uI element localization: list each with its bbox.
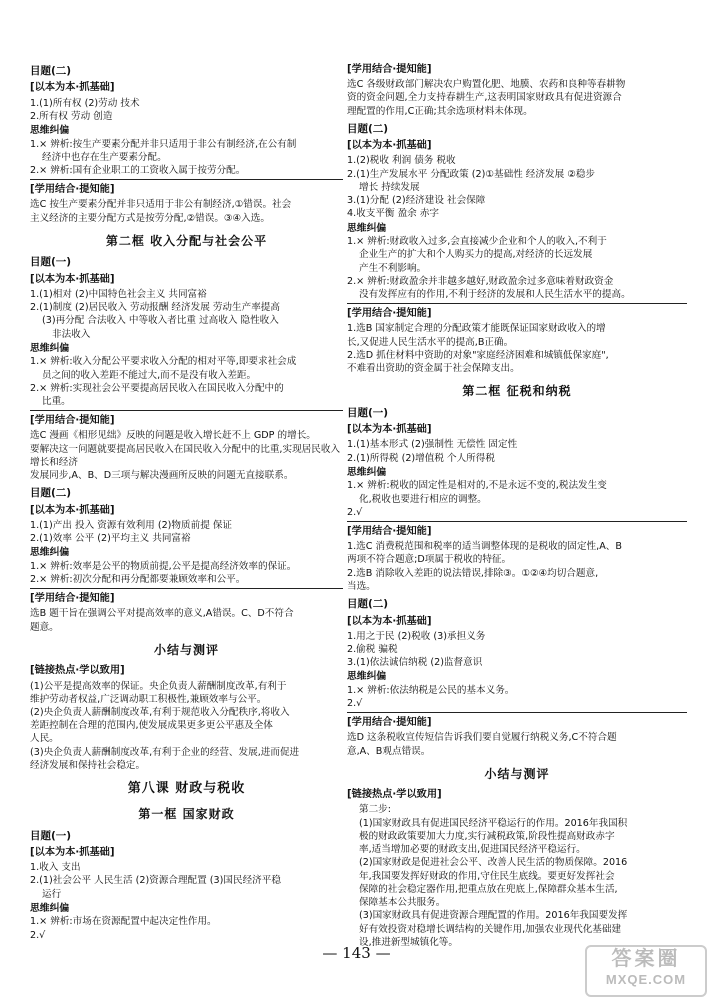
subsection-bracket-title: [学用结合·提知能] [347, 308, 432, 320]
text-line: 1.× 辨析:财政收入过多,会直接减少企业和个人的收入,不利于 [347, 236, 607, 248]
watermark-logo [585, 945, 707, 997]
subsection-bracket-title: [学用结合·提知能] [30, 593, 115, 605]
text-line: 选C 漫画《相形见绌》反映的问题是收入增长赶不上 GDP 的增长。 [30, 430, 316, 442]
text-line: 1.× 辨析:税收的固定性是相对的,不是永远不变的,税法发生变 [347, 480, 607, 492]
text-line: 1.(2)税收 利润 债务 税收 [347, 155, 456, 167]
text-line: 1.× 辨析:效率是公平的物质前提,公平是提高经济效率的保证。 [30, 560, 297, 572]
label-thinking-correction: 思维纠偏 [347, 222, 387, 234]
section-divider [347, 521, 687, 522]
subsection-bracket-title: [学用结合·提知能] [30, 415, 115, 427]
section-heading: 目题(二) [30, 65, 72, 77]
text-line: 2.(1)社会公平 人民生活 (2)资源合理配置 (3)国民经济平稳 [30, 875, 281, 887]
watermark-text-bottom: MXQE.COM [605, 972, 687, 987]
text-line: 产生不利影响。 [359, 262, 427, 274]
label-thinking-correction: 思维纠偏 [30, 125, 70, 137]
text-line: 年,我国要发挥好财政的作用,守住民生底线。要更好发挥社会 [359, 870, 615, 882]
text-line: 1.选B 国家制定合理的分配政策才能既保证国家财政收入的增 [347, 323, 606, 335]
subsection-bracket-title: [学用结合·提知能] [30, 184, 115, 196]
text-line: 运行 [42, 888, 62, 900]
text-line: 要解决这一问题就要提高居民收入在国民收入分配中的比重,实现居民收入增长和经济 [30, 443, 341, 468]
text-line: 差距控制在合理的范围内,使发展成果更多更公平惠及全体 [30, 720, 273, 732]
text-line: 2.(1)所得税 (2)增值税 个人所得税 [347, 452, 495, 464]
section-divider [30, 588, 343, 589]
label-thinking-correction: 思维纠偏 [30, 547, 70, 559]
text-line: 1.× 辨析:市场在资源配置中起决定性作用。 [30, 916, 217, 928]
text-line: 3.(1)分配 (2)经济建设 社会保障 [347, 195, 486, 207]
subsection-bracket-title: [链接热点·学以致用] [347, 789, 442, 801]
text-line: (2)央企负责人薪酬制度改革,有利于规范收入分配秩序,将收入 [30, 706, 290, 718]
text-line: 企业生产的扩大和个人购买力的提高,对经济的长远发展 [359, 249, 593, 261]
label-thinking-correction: 思维纠偏 [30, 342, 70, 354]
text-line: 2.所有权 劳动 创造 [30, 110, 113, 122]
section-heading: 目题(二) [347, 122, 389, 135]
text-line: 极的财政政策要加大力度,实行减税政策,阶段性提高财政赤字 [359, 830, 615, 842]
chapter-title: 小结与测评 [153, 642, 219, 657]
section-heading: 目题(二) [30, 487, 72, 500]
text-line: 1.× 辨析:收入分配公平要求收入分配的相对平等,即要求社会成 [30, 356, 297, 368]
text-line: 1.用之于民 (2)税收 (3)承担义务 [347, 630, 486, 642]
text-line: 2.× 辨析:财政盈余并非越多越好,财政盈余过多意味着财政资金 [347, 275, 614, 287]
text-line: 2.(1)制度 (2)居民收入 劳动报酬 经济发展 劳动生产率提高 [30, 302, 280, 314]
text-line: 1.(1)产出 投入 资源有效利用 (2)物质前提 保证 [30, 519, 233, 531]
chapter-title: 第二框 征税和纳税 [462, 384, 572, 399]
text-line: 2.(1)效率 公平 (2)平均主义 共同富裕 [30, 533, 191, 545]
text-line: 1.× 辨析:依法纳税是公民的基本义务。 [347, 684, 515, 696]
text-line: 2.√ [347, 698, 363, 710]
text-line: 保障的社会稳定器作用,把重点放在兜底上,保障群众基本生活, [359, 883, 618, 895]
text-line: 长,又促进人民生活水平的提高,B正确。 [347, 336, 514, 348]
subsection-bracket-title: [以本为本·抓基础] [30, 504, 115, 516]
text-line: 1.× 辨析:按生产要素分配并非只适用于非公有制经济,在公有制 [30, 138, 297, 150]
text-line: 意,A、B观点错误。 [347, 745, 431, 757]
chapter-title: 第八课 财政与税收 [127, 781, 246, 797]
text-line: 好有效投资对稳增长调结构的关键作用,加强农业现代化基础建 [359, 923, 622, 935]
text-line: 维护劳动者权益,广泛调动职工积极性,兼顾效率与公平。 [30, 693, 267, 705]
text-line: 选D 这条税收宣传短信告诉我们要自觉履行纳税义务,C不符合题 [347, 732, 617, 744]
text-line: 保障基本公共服务。 [359, 897, 446, 909]
watermark-text-top: 答案圈 [611, 948, 681, 970]
section-heading: 目题(二) [347, 598, 389, 611]
text-line: 经济中也存在生产要素分配。 [42, 151, 167, 163]
text-line: 没有发挥应有的作用,不利于经济的发展和人民生活水平的提高。 [359, 288, 631, 300]
text-line: (1)国家财政具有促进国民经济平稳运行的作用。2016年我国积 [359, 817, 628, 829]
text-line: 题意。 [30, 621, 59, 633]
subsection-bracket-title: [以本为本·抓基础] [347, 424, 432, 436]
left-column [30, 60, 343, 942]
text-line: 理配置的作用,C正确;其余选项材料未体现。 [347, 105, 533, 117]
section-divider [30, 410, 343, 411]
text-line: 1.(1)基本形式 (2)强制性 无偿性 固定性 [347, 439, 518, 451]
subsection-bracket-title: [学用结合·提知能] [347, 64, 432, 75]
text-line: 选C 各级财政部门解决农户购置化肥、地膜、农药和良种等春耕物 [347, 79, 626, 91]
subsection-bracket-title: [以本为本·抓基础] [30, 273, 115, 285]
subsection-bracket-title: [以本为本·抓基础] [30, 82, 115, 94]
label-thinking-correction: 思维纠偏 [347, 671, 387, 683]
text-line: 1.选C 消费税范围和税率的适当调整体现的是税收的固定性,A、B [347, 541, 622, 553]
label-thinking-correction: 思维纠偏 [347, 466, 387, 478]
page-number: — 143 — [322, 944, 391, 962]
text-line: 1.(1)相对 (2)中国特色社会主义 共同富裕 [30, 288, 207, 300]
text-line: 发展同步,A、B、D三项与解决漫画所反映的问题无直接联系。 [30, 470, 294, 482]
section-divider [30, 179, 343, 180]
text-line: 比重。 [42, 396, 71, 408]
text-line: 设,推进新型城镇化等。 [359, 936, 458, 948]
text-line: (3)央企负责人薪酬制度改革,有利于企业的经营、发展,进而促进 [30, 746, 300, 758]
subsection-bracket-title: [以本为本·抓基础] [347, 615, 432, 627]
section-heading: 目题(一) [347, 406, 389, 419]
text-line: 资的资金问题,全力支持春耕生产,这表明国家财政具有促进资源合 [347, 92, 622, 104]
text-line: 1.收入 支出 [30, 862, 81, 874]
text-line: 3.(1)依法诚信纳税 (2)监督意识 [347, 657, 483, 669]
subsection-bracket-title: [链接热点·学以致用] [30, 665, 125, 677]
text-line: 经济发展和保持社会稳定。 [30, 759, 146, 771]
label-thinking-correction: 思维纠偏 [30, 902, 70, 914]
text-line: (3)国家财政具有促进资源合理配置的作用。2016年我国要发挥 [359, 910, 628, 922]
section-divider [347, 303, 687, 304]
text-line: 1.(1)所有权 (2)劳动 技术 [30, 97, 140, 109]
text-line: 2.选D 抓住材料中资助的对象"家庭经济困难和城镇低保家庭", [347, 349, 609, 361]
section-heading: 目题(一) [30, 256, 72, 269]
text-line: 选C 按生产要素分配并非只适用于非公有制经济,①错误。社会 [30, 199, 292, 211]
text-line: 人民。 [30, 733, 59, 745]
text-line: 2.√ [347, 506, 363, 518]
chapter-title: 第二框 收入分配与社会公平 [105, 233, 268, 248]
text-line: 员之间的收入差距不能过大,而不是没有收入差距。 [42, 369, 257, 381]
text-line: 化,税收也要进行相应的调整。 [359, 493, 487, 505]
text-line: (3)再分配 合法收入 中等收入者比重 过高收入 隐性收入 [42, 315, 279, 327]
subsection-bracket-title: [以本为本·抓基础] [347, 140, 432, 152]
text-line: (1)公平是提高效率的保证。央企负责人薪酬制度改革,有利于 [30, 680, 287, 692]
text-line: 2.偷税 骗税 [347, 643, 398, 655]
text-line: 2.× 辨析:国有企业职工的工资收入属于按劳分配。 [30, 165, 246, 177]
text-line: 主义经济的主要分配方式是按劳分配,②错误。③④入选。 [30, 212, 270, 224]
text-line: 两项不符合题意;D项属于税收的特征。 [347, 554, 512, 566]
text-line: 2.× 辨析:初次分配和再分配都要兼顾效率和公平。 [30, 574, 246, 586]
subsection-bracket-title: [学用结合·提知能] [347, 526, 432, 538]
right-column [347, 60, 687, 949]
text-line: 当选。 [347, 580, 376, 592]
chapter-title: 第一框 国家财政 [138, 807, 235, 822]
section-heading: 目题(一) [30, 829, 72, 842]
text-line: 选B 题干旨在强调公平对提高效率的意义,A错误。C、D不符合 [30, 608, 294, 620]
text-line: 第二步: [359, 804, 392, 816]
text-line: 增长 持续发展 [359, 181, 420, 193]
text-line: 非法收入 [52, 328, 91, 340]
text-line: 2.(1)生产发展水平 分配政策 (2)①基础性 经济发展 ②稳步 [347, 168, 596, 180]
text-line: 2.√ [30, 929, 46, 941]
text-line: 率,适当增加必要的财政支出,促进国民经济平稳运行。 [359, 844, 586, 856]
subsection-bracket-title: [学用结合·提知能] [347, 717, 432, 729]
text-line: 4.收支平衡 盈余 赤字 [347, 208, 440, 220]
text-line: 不难看出资助的资金属于社会保障支出。 [347, 362, 520, 374]
text-line: 2.选B 消除收入差距的说法错误,排除③。①②④均切合题意, [347, 567, 599, 579]
text-line: 2.× 辨析:实现社会公平要提高居民收入在国民收入分配中的 [30, 382, 284, 394]
subsection-bracket-title: [以本为本·抓基础] [30, 847, 115, 859]
text-line: (2)国家财政是促进社会公平、改善人民生活的物质保障。2016 [359, 857, 628, 869]
section-divider [347, 712, 687, 713]
chapter-title: 小结与测评 [484, 766, 550, 781]
